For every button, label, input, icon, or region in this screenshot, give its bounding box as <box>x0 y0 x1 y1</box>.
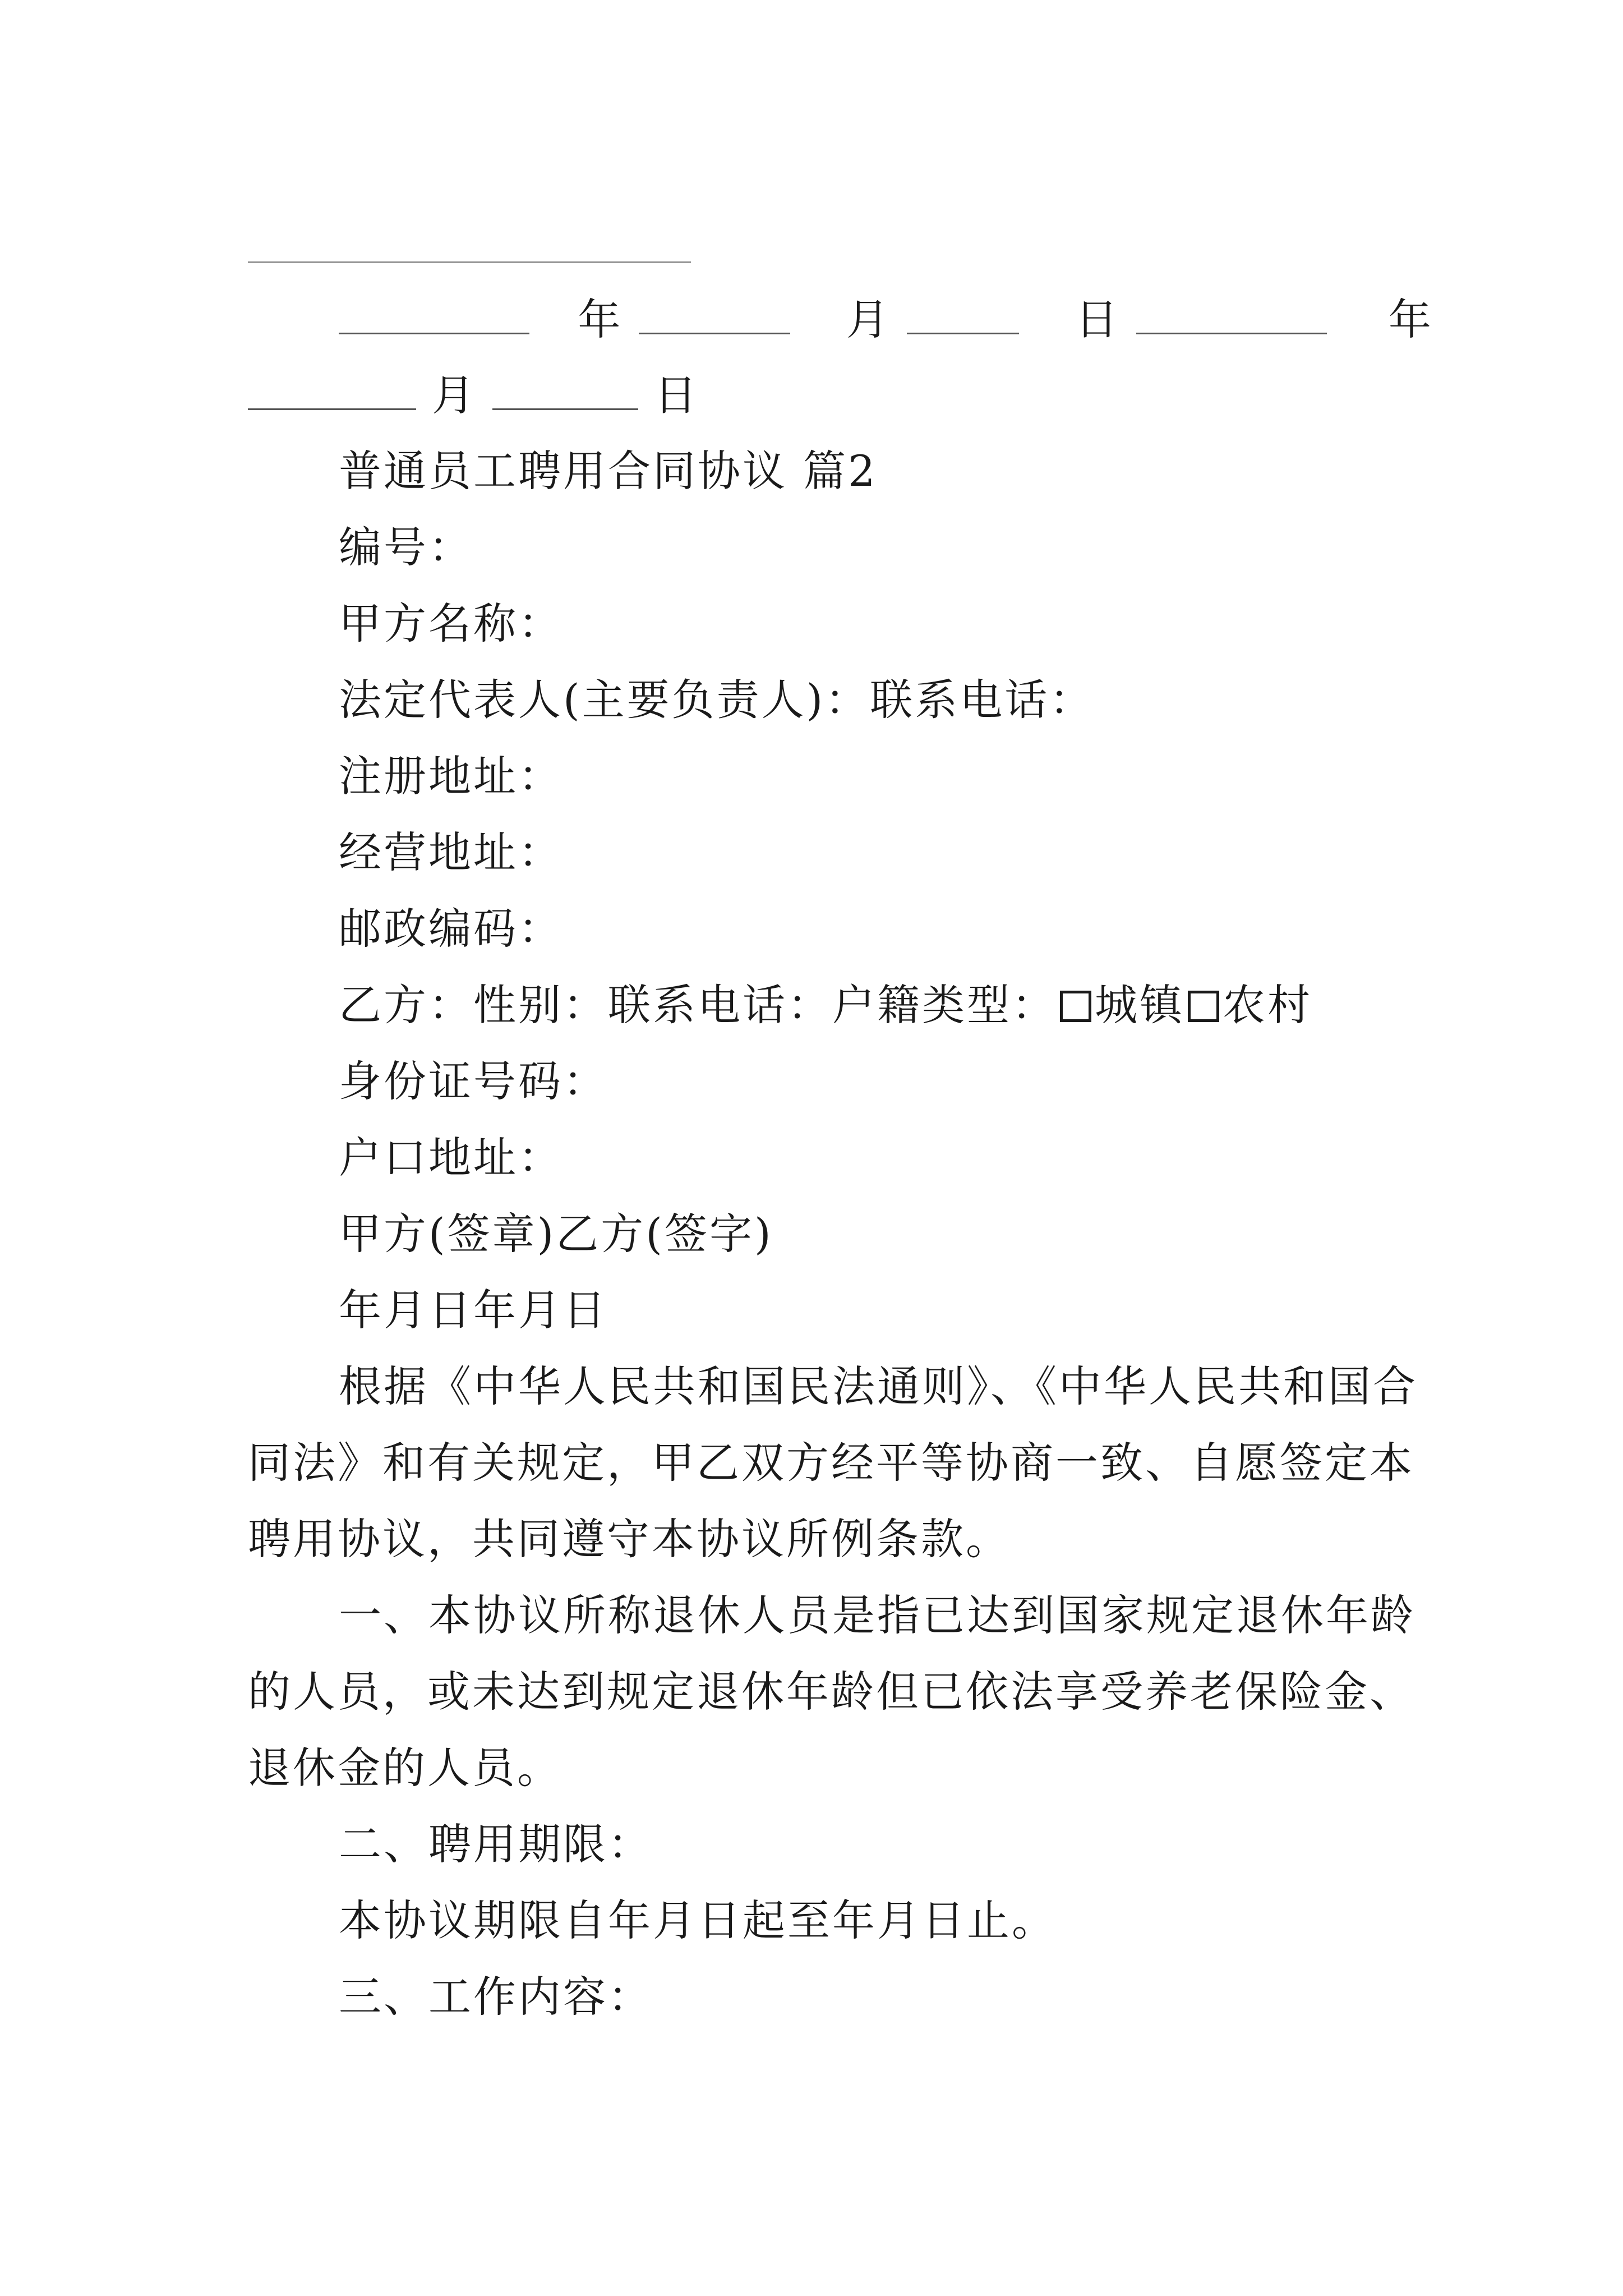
blank-field <box>639 293 790 334</box>
rural-checkbox[interactable] <box>1188 991 1219 1022</box>
legal-rep-field: 法定代表人(主要负责人)：联系电话： <box>339 675 1095 725</box>
signature-date-line: 年月日年月日 <box>339 1285 608 1335</box>
party-b-label: 乙方：性别：联系电话：户籍类型： <box>339 980 1057 1030</box>
rural-label: 农村 <box>1223 980 1312 1030</box>
blank-field <box>248 369 416 410</box>
party-b-line <box>339 977 1505 1033</box>
date-line-2 <box>248 367 1414 424</box>
year-label: 年 <box>1388 295 1433 344</box>
document-title: 普通员工聘用合同协议 篇2 <box>339 446 878 496</box>
top-divider <box>248 261 691 263</box>
number-field: 编号： <box>339 522 473 572</box>
clause-1-line-2: 的人员，或未达到规定退休年龄但已依法享受养老保险金、 <box>248 1667 1414 1717</box>
month-label: 月 <box>432 370 477 420</box>
blank-field <box>492 369 638 410</box>
clause-1-line-1: 一、本协议所称退休人员是指已达到国家规定退休年龄 <box>339 1590 1415 1640</box>
business-address-field: 经营地址： <box>339 827 563 877</box>
clause-3-title: 三、工作内容： <box>339 1972 653 2022</box>
clause-2-text: 本协议期限自年月日起至年月日止。 <box>339 1895 1057 1945</box>
clause-2-title: 二、聘用期限： <box>339 1819 653 1869</box>
id-number-field: 身份证号码： <box>339 1056 608 1106</box>
party-a-name-field: 甲方名称： <box>339 599 563 648</box>
urban-checkbox[interactable] <box>1060 991 1091 1022</box>
day-label: 日 <box>654 370 699 420</box>
year-label: 年 <box>578 295 623 344</box>
clause-1-line-3: 退休金的人员。 <box>248 1743 562 1793</box>
intro-paragraph-line-3: 聘用协议，共同遵守本协议所例条款。 <box>248 1514 1011 1564</box>
registered-address-field: 注册地址： <box>339 751 563 801</box>
postal-code-field: 邮政编码： <box>339 904 563 954</box>
intro-paragraph-line-1: 根据《中华人民共和国民法通则》、《中华人民共和国合 <box>339 1361 1418 1411</box>
signature-line: 甲方(签章)乙方(签字) <box>339 1209 773 1259</box>
blank-field <box>1136 293 1327 334</box>
blank-field <box>907 293 1019 334</box>
day-label: 日 <box>1075 295 1121 344</box>
blank-field <box>339 293 529 334</box>
month-label: 月 <box>846 295 891 344</box>
household-address-field: 户口地址： <box>339 1133 563 1182</box>
date-line-1 <box>339 292 1505 348</box>
urban-label: 城镇 <box>1095 980 1184 1030</box>
intro-paragraph-line-2: 同法》和有关规定，甲乙双方经平等协商一致、自愿签定本 <box>248 1438 1414 1488</box>
